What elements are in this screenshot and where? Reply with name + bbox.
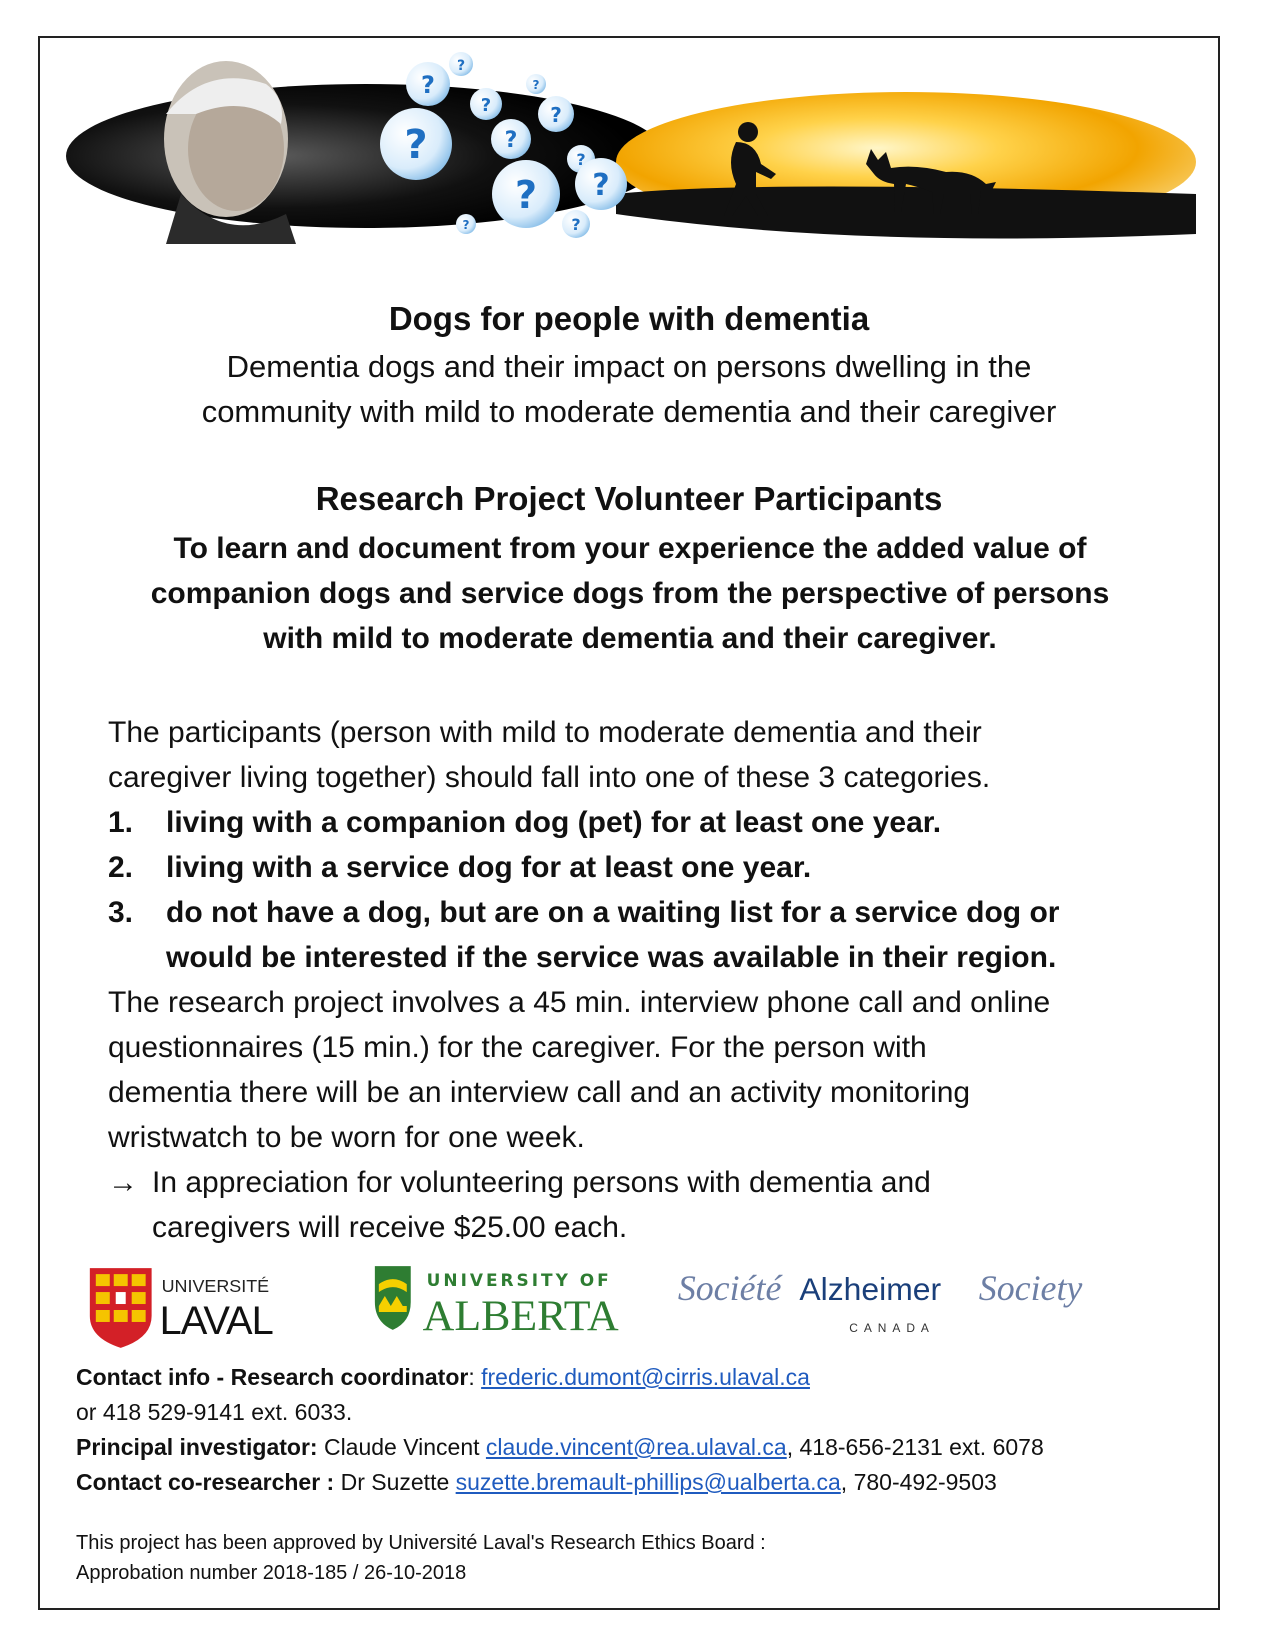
co-researcher-label: Contact co-researcher : bbox=[76, 1469, 335, 1495]
svg-text:?: ? bbox=[462, 218, 470, 232]
sponsor-logos bbox=[40, 1256, 1218, 1366]
pi-name: Claude Vincent bbox=[323, 1434, 480, 1460]
category-list bbox=[108, 800, 1188, 980]
alberta-wordmark-line1: UNIVERSITY OF bbox=[426, 1270, 612, 1291]
flyer-subtitle bbox=[40, 344, 1218, 434]
purpose-line: companion dogs and service dogs from the perspective of persons bbox=[150, 577, 1110, 610]
alberta-logo bbox=[375, 1266, 619, 1340]
laval-logo bbox=[90, 1268, 273, 1348]
flyer-frame bbox=[38, 36, 1220, 1610]
list-number: 3. bbox=[108, 896, 134, 929]
svg-text:?: ? bbox=[576, 150, 586, 169]
svg-text:?: ? bbox=[514, 173, 538, 217]
pi-line bbox=[76, 1430, 1216, 1465]
appreciation-line: In appreciation for volunteering persons with dementia and bbox=[152, 1166, 931, 1199]
list-text: would be interested if the service was available in their region. bbox=[166, 941, 1057, 974]
contact-info bbox=[76, 1360, 1216, 1500]
list-item bbox=[108, 800, 1188, 845]
flyer-title: Dogs for people with dementia bbox=[388, 300, 870, 337]
involvement-line: wristwatch to be worn for one week. bbox=[108, 1121, 585, 1154]
svg-text:?: ? bbox=[421, 71, 435, 99]
arrow-icon: → bbox=[108, 1166, 138, 1199]
co-researcher-phone: , 780-492-9503 bbox=[840, 1469, 997, 1495]
banner-illustration bbox=[56, 44, 1206, 284]
participants-intro bbox=[108, 710, 1208, 800]
involvement-line: dementia there will be an interview call and an activity monitoring bbox=[108, 1076, 971, 1109]
project-involvement bbox=[108, 980, 1208, 1160]
list-number: 1. bbox=[108, 806, 134, 839]
coordinator-phone: or 418 529-9141 ext. 6033. bbox=[76, 1399, 353, 1425]
list-item bbox=[108, 845, 1188, 890]
list-text: living with a companion dog (pet) for at least one year. bbox=[166, 806, 942, 839]
list-text: do not have a dog, but are on a waiting list for a service dog or bbox=[166, 896, 1060, 929]
involvement-line: The research project involves a 45 min. interview phone call and online bbox=[108, 986, 1051, 1019]
appreciation-line: caregivers will receive $25.00 each. bbox=[152, 1211, 628, 1244]
alz-society: Society bbox=[978, 1268, 1083, 1309]
separator: : bbox=[468, 1364, 475, 1390]
list-text: living with a service dog for at least one year. bbox=[166, 851, 812, 884]
purpose-statement bbox=[80, 526, 1180, 661]
svg-text:?: ? bbox=[504, 128, 518, 153]
pi-email-link[interactable]: claude.vincent@rea.ulaval.ca bbox=[485, 1434, 787, 1460]
alzheimer-society-logo bbox=[678, 1268, 1083, 1335]
purpose-line: To learn and document from your experience the added value of bbox=[173, 532, 1087, 565]
co-researcher-line bbox=[76, 1465, 1216, 1500]
alz-canada: CANADA bbox=[849, 1320, 935, 1335]
coordinator-email-link[interactable]: frederic.dumont@cirris.ulaval.ca bbox=[481, 1364, 810, 1390]
svg-text:?: ? bbox=[456, 58, 466, 74]
purpose-line: with mild to moderate dementia and their caregiver. bbox=[263, 622, 997, 655]
intro-line: caregiver living together) should fall into one of these 3 categories. bbox=[108, 761, 991, 794]
svg-text:?: ? bbox=[404, 122, 428, 168]
svg-text:?: ? bbox=[571, 215, 581, 234]
ethics-line: This project has been approved by Université Laval's Research Ethics Board : bbox=[76, 1532, 766, 1554]
ethics-approval bbox=[76, 1528, 1176, 1588]
list-number: 2. bbox=[108, 851, 134, 884]
alz-name: Alzheimer bbox=[799, 1271, 942, 1308]
coordinator-line bbox=[76, 1360, 1216, 1395]
svg-text:?: ? bbox=[592, 168, 610, 203]
svg-text:?: ? bbox=[480, 95, 492, 116]
svg-text:?: ? bbox=[550, 103, 562, 127]
co-researcher-name: Dr Suzette bbox=[340, 1469, 450, 1495]
ethics-line: Approbation number 2018-185 / 26-10-2018 bbox=[76, 1562, 467, 1584]
subtitle-line: community with mild to moderate dementia and their caregiver bbox=[201, 394, 1057, 429]
co-researcher-email-link[interactable]: suzette.bremault-phillips@ualberta.ca bbox=[455, 1469, 841, 1495]
pi-phone: , 418-656-2131 ext. 6078 bbox=[786, 1434, 1044, 1460]
list-item bbox=[108, 890, 1188, 980]
intro-line: The participants (person with mild to moderate dementia and their bbox=[108, 716, 982, 749]
pi-label: Principal investigator: bbox=[76, 1434, 318, 1460]
coordinator-label: Contact info - Research coordinator bbox=[76, 1364, 469, 1390]
involvement-line: questionnaires (15 min.) for the caregiver. For the person with bbox=[108, 1031, 927, 1064]
subtitle-line: Dementia dogs and their impact on persons dwelling in the bbox=[226, 349, 1032, 384]
section-title: Research Project Volunteer Participants bbox=[315, 480, 943, 517]
appreciation-note bbox=[108, 1160, 1208, 1250]
alz-societe: Société bbox=[677, 1268, 782, 1309]
laval-wordmark-line2: LAVAL bbox=[159, 1298, 273, 1343]
laval-wordmark-line1: UNIVERSITÉ bbox=[161, 1276, 270, 1297]
alberta-wordmark-line2: ALBERTA bbox=[422, 1291, 619, 1340]
svg-text:?: ? bbox=[532, 78, 540, 92]
